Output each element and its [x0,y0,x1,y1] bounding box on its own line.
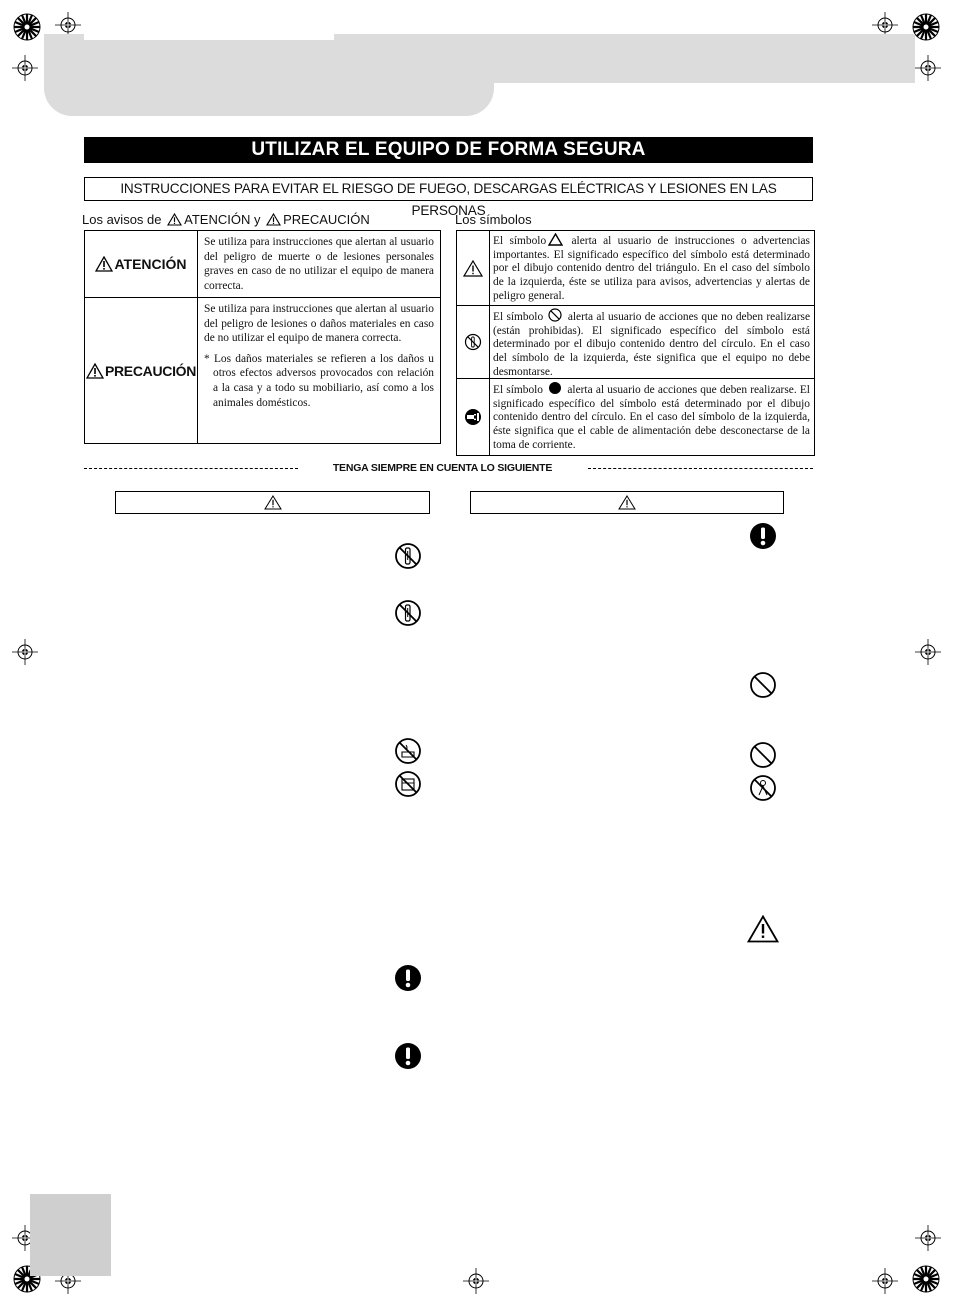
symbol-text: alerta al usuario de acciones que no deben realizarse (están prohibidas). El significado específico del símbolo está determinado por el dibujo contenido dentro del círculo. En el caso del símbolo de la izquierda, éste significa que el equipo no debe desmontarse. [493,311,810,378]
filled-circle-icon [548,381,562,395]
symbol-text: alerta al usuario de instrucciones o advertencias importantes. El significado específico del símbolo está determinado por el dibujo contenido dentro del triángulo. En el caso del símbolo de la izquierda, éste se utiliza para avisos, advertencias y alertas de peligro general. [493,235,810,302]
mandatory-action-icon [749,522,777,550]
symbol-prefix: El símbolo [493,311,544,323]
mandatory-action-icon [394,1042,422,1070]
warning-triangle-icon [86,363,104,379]
always-heading: TENGA SIEMPRE EN CUENTA LO SIGUIENTE [332,462,553,474]
do-not-disassemble-icon [394,542,422,570]
no-water-icon [394,737,422,765]
notice-footnote: * Los daños materiales se refieren a los daños u otros efectos adversos provocados con relación a la casa y a todo su mobiliario, así como a los animales domésticos. [204,352,434,409]
header-tab [44,40,494,116]
notices-heading-y: y [253,212,261,227]
notice-text: Se utiliza para instrucciones que alertan al usuario del peligro de muerte o de lesiones personales graves en caso de no utilizar el equipo de manera correcta. [204,236,434,292]
prohibited-icon [749,671,777,699]
symbol-description [493,233,810,304]
triangle-outline-icon [548,233,563,246]
warning-triangle-icon [266,213,281,226]
notices-heading [82,212,370,227]
notice-label-cell [85,298,198,443]
symbol-text: alerta al usuario de acciones que deben realizarse. El significado específico del símbolo está determinado por el dibujo contenido dentro del círculo. En el caso del símbolo de la izquierda, éste significa que el cable de alimentación debe desconectarse de la toma de corriente. [493,384,810,451]
notice-text: Se utiliza para instrucciones que alertan al usuario del peligro de lesiones o daños materiales en caso de no utilizar el equipo de manera correcta. [204,303,434,345]
notice-label: ATENCIÓN [114,256,187,272]
notice-cell-right [204,302,434,410]
prohibited-icon [749,741,777,769]
page-subtitle: INSTRUCCIONES PARA EVITAR EL RIESGO DE FUEGO, DESCARGAS ELÉCTRICAS Y LESIONES EN LAS PERSONAS [84,177,813,201]
notice-label: PRECAUCIÓN [104,362,197,379]
do-not-disassemble-icon [464,333,482,351]
warning-triangle-icon [167,213,182,226]
warning-column-header-left [115,491,430,514]
warning-triangle-icon [618,495,636,510]
page-title: UTILIZAR EL EQUIPO DE FORMA SEGURA [84,137,813,163]
symbol-row-mandatory [457,379,814,455]
page-number-block [30,1194,111,1276]
symbol-row-prohibited [457,306,814,379]
unplug-icon [464,408,482,426]
dashed-rule-right [588,468,813,469]
warning-column-header-right [470,491,784,514]
warning-triangle-icon [747,915,779,943]
no-heat-icon [394,770,422,798]
symbol-icon-cell [457,306,490,378]
do-not-modify-icon [394,599,422,627]
mandatory-action-icon [394,964,422,992]
notice-row-precaucion [85,298,440,443]
symbol-row-warning [457,231,814,306]
notice-row-atencion [85,231,440,298]
no-children-icon [749,774,777,802]
notices-heading-prefix: Los avisos de [82,212,162,227]
warning-triangle-icon [264,495,282,510]
notices-table [84,230,441,444]
notices-heading-precaucion: PRECAUCIÓN [283,212,370,227]
symbol-prefix: El símbolo [493,235,547,247]
symbols-table [456,230,815,456]
symbols-heading: Los símbolos [455,212,532,227]
symbol-prefix: El símbolo [493,384,544,396]
symbol-description [493,308,810,380]
symbol-icon-cell [457,231,490,305]
notices-heading-atencion: ATENCIÓN [184,212,251,227]
symbol-description [493,381,810,453]
notice-label-cell [85,231,198,297]
dashed-rule-left [84,468,298,469]
warning-triangle-icon [463,260,483,277]
prohibited-circle-icon [548,308,562,322]
symbol-icon-cell [457,379,490,455]
header-notch [84,34,334,40]
warning-triangle-icon [95,256,113,272]
